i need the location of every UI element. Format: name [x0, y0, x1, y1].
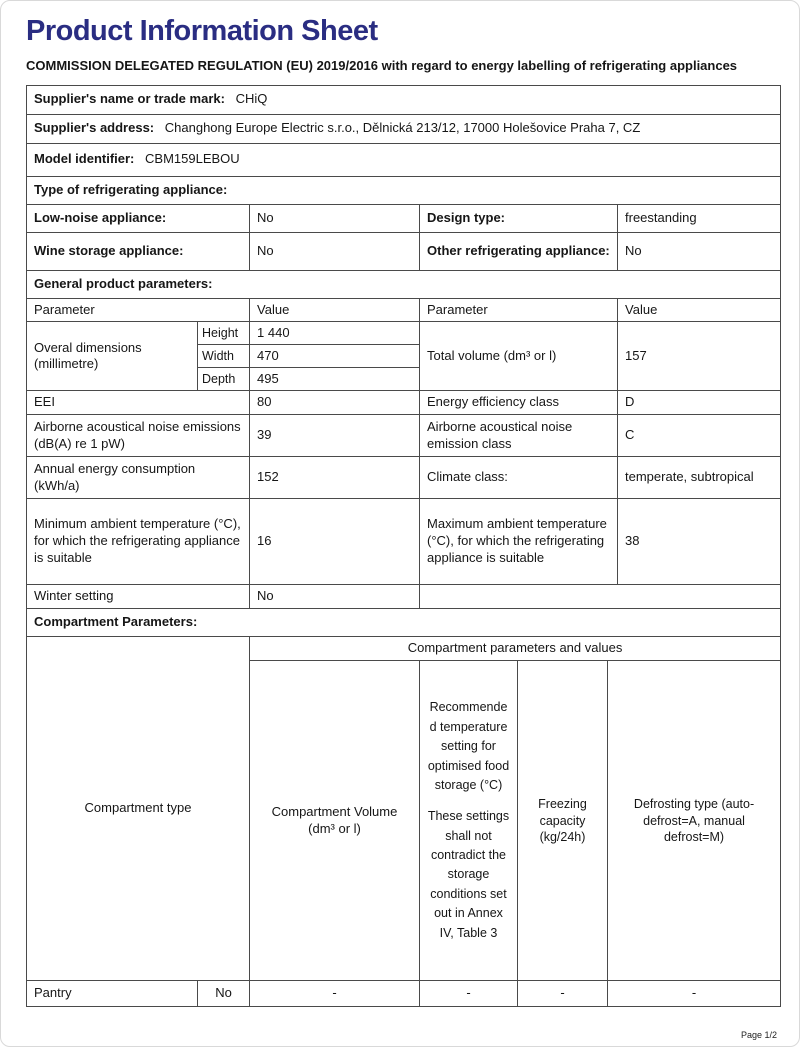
appliance-type-table [26, 204, 781, 271]
recommended-temp-note: These settings shall not contradict the storage conditions set out in Annex IV, Table 3 [427, 809, 510, 940]
design-type-label-cell: Design type: [420, 204, 618, 232]
height-value-cell: 1 440 [250, 322, 420, 345]
table-row [27, 232, 781, 270]
total-volume-label-cell: Total volume (dm³ or l) [420, 322, 618, 391]
recommended-temp-header-cell [420, 661, 518, 981]
wine-storage-label-cell: Wine storage appliance: [27, 232, 250, 270]
defrosting-type-header-cell: Defrosting type (auto-defrost=A, manual defrost=M) [608, 661, 781, 981]
eei-value-cell: 80 [250, 391, 420, 415]
supplier-address-cell [27, 114, 781, 143]
noise-emissions-value-cell: 39 [250, 415, 420, 457]
supplier-name-row [27, 85, 781, 114]
compartment-heading-row [27, 609, 781, 637]
type-heading-cell: Type of refrigerating appliance: [27, 176, 781, 204]
pantry-row [27, 981, 781, 1007]
recommended-temp-main: Recommended temperature setting for optimised food storage (°C) [427, 700, 510, 792]
value1-header-cell: Value [250, 298, 420, 322]
compartment-table [26, 636, 781, 1007]
eei-label-cell: EEI [27, 391, 250, 415]
pantry-temp-cell: - [420, 981, 518, 1007]
supplier-table [26, 85, 781, 205]
general-parameters-table [26, 298, 781, 610]
model-identifier-cell [27, 143, 781, 176]
total-volume-value-cell: 157 [618, 322, 781, 391]
page-title: Product Information Sheet [26, 15, 378, 47]
design-type-value-cell: freestanding [618, 204, 781, 232]
dimensions-row-height [27, 322, 781, 345]
max-ambient-label-cell: Maximum ambient temperature (°C), for which the refrigerating appliance is suitable [420, 499, 618, 585]
wine-storage-value-cell: No [250, 232, 420, 270]
noise-emissions-label-cell: Airborne acoustical noise emissions (dB(A) re 1 pW) [27, 415, 250, 457]
type-heading-row [27, 176, 781, 204]
other-appliance-label-cell: Other refrigerating appliance: [420, 232, 618, 270]
min-ambient-label-cell: Minimum ambient temperature (°C), for which the refrigerating appliance is suitable [27, 499, 250, 585]
climate-class-value-cell: temperate, subtropical [618, 457, 781, 499]
eei-row [27, 391, 781, 415]
supplier-address-value: Changhong Europe Electric s.r.o., Dělnická 213/12, 17000 Holešovice Praha 7, CZ [164, 120, 641, 136]
noise-class-label-cell: Airborne acoustical noise emission class [420, 415, 618, 457]
compartment-group-header-row [27, 637, 781, 661]
supplier-name-value: CHiQ [235, 91, 268, 107]
depth-label-cell: Depth [198, 368, 250, 391]
annual-energy-value-cell: 152 [250, 457, 420, 499]
winter-setting-value-cell: No [250, 585, 420, 609]
noise-class-value-cell: C [618, 415, 781, 457]
width-label-cell: Width [198, 345, 250, 368]
height-label-cell: Height [198, 322, 250, 345]
compartment-heading-table [26, 608, 781, 637]
pantry-present-cell: No [198, 981, 250, 1007]
overall-dimensions-cell: Overal dimensions (millimetre) [27, 322, 198, 391]
supplier-address-row [27, 114, 781, 143]
pantry-volume-cell: - [250, 981, 420, 1007]
table-row [27, 204, 781, 232]
model-identifier-label: Model identifier: [34, 151, 135, 167]
width-value-cell: 470 [250, 345, 420, 368]
noise-row [27, 415, 781, 457]
low-noise-value-cell: No [250, 204, 420, 232]
general-heading-table [26, 270, 781, 299]
supplier-name-cell [27, 85, 781, 114]
climate-class-label-cell: Climate class: [420, 457, 618, 499]
supplier-name-label: Supplier's name or trade mark: [34, 91, 225, 107]
supplier-address-label: Supplier's address: [34, 120, 155, 136]
general-heading-cell: General product parameters: [27, 270, 781, 298]
depth-value-cell: 495 [250, 368, 420, 391]
compartment-volume-header-cell: Compartment Volume (dm³ or l) [250, 661, 420, 981]
compartment-heading-cell: Compartment Parameters: [27, 609, 781, 637]
param1-header-cell: Parameter [27, 298, 250, 322]
compartment-type-header-cell: Compartment type [27, 637, 250, 981]
winter-setting-label-cell: Winter setting [27, 585, 250, 609]
compartment-group-header-cell: Compartment parameters and values [250, 637, 781, 661]
other-appliance-value-cell: No [618, 232, 781, 270]
efficiency-class-label-cell: Energy efficiency class [420, 391, 618, 415]
page-number: Page 1/2 [740, 1030, 777, 1040]
ambient-temperature-row [27, 499, 781, 585]
param2-header-cell: Parameter [420, 298, 618, 322]
max-ambient-value-cell: 38 [618, 499, 781, 585]
regulation-subtitle: COMMISSION DELEGATED REGULATION (EU) 2019/2016 with regard to energy labelling of refrigerating appliances [26, 58, 738, 73]
freezing-capacity-header-cell: Freezing capacity (kg/24h) [518, 661, 608, 981]
pantry-freezing-cell: - [518, 981, 608, 1007]
value2-header-cell: Value [618, 298, 781, 322]
parameter-header-row [27, 298, 781, 322]
pantry-defrost-cell: - [608, 981, 781, 1007]
pantry-type-cell: Pantry [27, 981, 198, 1007]
low-noise-label-cell: Low-noise appliance: [27, 204, 250, 232]
energy-row [27, 457, 781, 499]
efficiency-class-value-cell: D [618, 391, 781, 415]
empty-cell [420, 585, 781, 609]
winter-setting-row [27, 585, 781, 609]
model-identifier-value: CBM159LEBOU [145, 151, 240, 167]
annual-energy-label-cell: Annual energy consumption (kWh/a) [27, 457, 250, 499]
min-ambient-value-cell: 16 [250, 499, 420, 585]
model-identifier-row [27, 143, 781, 176]
general-heading-row [27, 270, 781, 298]
